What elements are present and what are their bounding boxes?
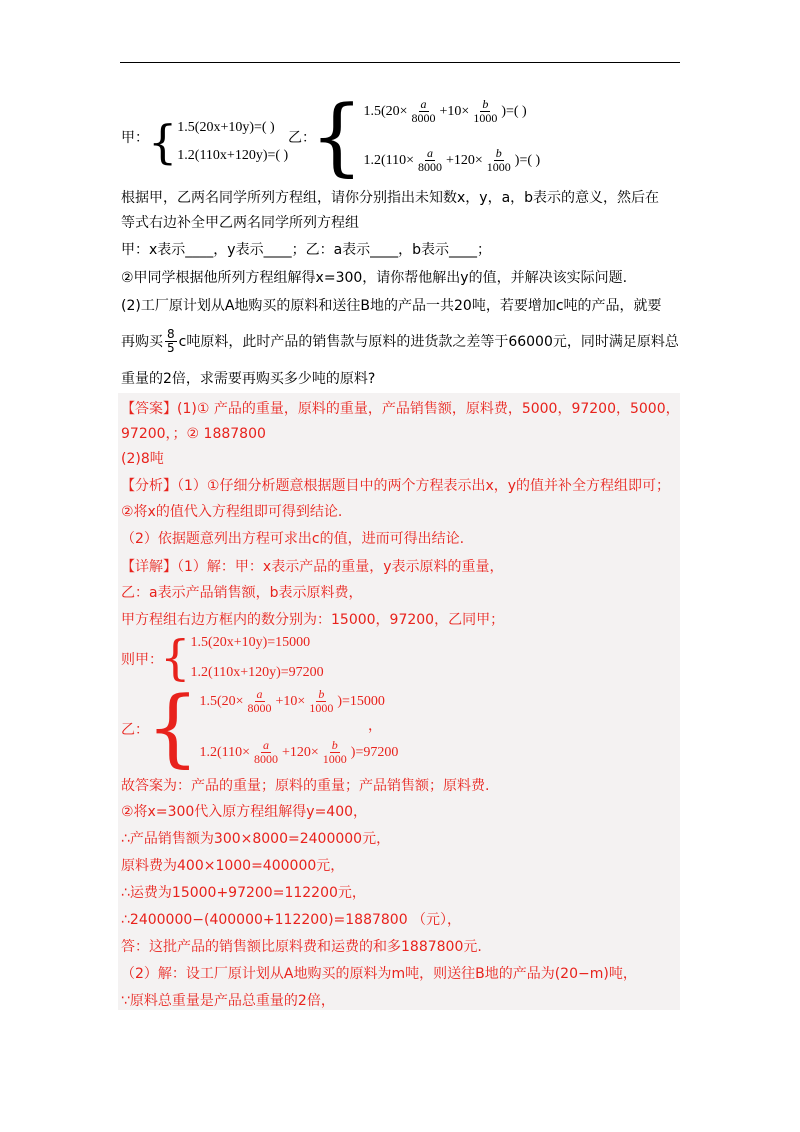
solution-jia-eq-1: 1.5(20x+10y)=15000 bbox=[190, 635, 311, 650]
jia-equation-system: { 1.5(20x+10y)=( ) 1.2(110x+120y)=( ) bbox=[148, 115, 289, 169]
jia-eq-2: 1.2(110x+120y)=( ) bbox=[177, 148, 289, 163]
question-line-5: (2)工厂原计划从A地购买的原料和送往B地的产品一共20吨，若要增加c吨的产品，就要 bbox=[121, 298, 662, 314]
detail-line-7: 原料费为400×1000=400000元， bbox=[121, 858, 345, 874]
jia-eq-1: 1.5(20x+10y)=( ) bbox=[177, 120, 275, 135]
eight-fifths-fraction: $\frac{8}{5}$ bbox=[167, 327, 175, 355]
detail-line-3: 甲方程组右边方框内的数分别为：15000，97200，乙同甲； bbox=[121, 612, 505, 628]
solution-yi-comma: ， bbox=[368, 718, 382, 734]
analysis-line-3: （2）依据题意列出方程可求出c的值，进而可得出结论. bbox=[121, 531, 465, 547]
analysis-line-2: ②将x的值代入方程组即可得到结论. bbox=[121, 504, 343, 520]
yi-eq-1: 1.5(20× $\frac{a}{8000}$ +10× $\frac{b}{1000}$ )=( ) bbox=[363, 97, 527, 125]
question-line-6: 再购买 $\frac{8}{5}$ c吨原料，此时产品的销售款与原料的进货款之差等于66000元，同时满足原料总 bbox=[121, 327, 679, 355]
yi-label: 乙： bbox=[288, 130, 316, 146]
solution-jia-eq-2: 1.2(110x+120y)=97200 bbox=[190, 665, 324, 680]
answer-line-3: (2)8吨 bbox=[121, 451, 164, 467]
solution-yi-label: 乙： bbox=[121, 722, 149, 738]
jia-label: 甲： bbox=[121, 130, 149, 146]
solution-yi-eq-2: 1.2(110× $\frac{a}{8000}$ +120× $\frac{b}{1000}$ )=97200 bbox=[199, 738, 399, 766]
detail-line-6: ∴产品销售额为300×8000=2400000元， bbox=[121, 831, 391, 847]
solution-jia-system: { 1.5(20x+10y)=15000 1.2(110x+120y)=97200 bbox=[160, 630, 324, 686]
question-line-1: 根据甲，乙两名同学所列方程组，请你分别指出未知数x，y，a，b表示的意义，然后在 bbox=[121, 190, 660, 206]
question-line-4: ②甲同学根据他所列方程组解得x=300，请你帮他解出y的值，并解决该实际问题. bbox=[121, 270, 628, 286]
detail-line-2: 乙：a表示产品销售额，b表示原料费， bbox=[121, 585, 363, 601]
question-line-2: 等式右边补全甲乙两名同学所列方程组 bbox=[121, 215, 359, 231]
solution-yi-eq-1: 1.5(20× $\frac{a}{8000}$ +10× $\frac{b}{1000}$ )=15000 bbox=[199, 687, 385, 715]
solution-yi-system: { 1.5(20× $\frac{a}{8000}$ +10× $\frac{b}{1000}$ )=15000 1.2(110× $\frac{a}{8000}$ +120× $\frac{b}{1000}$ )=97200 bbox=[146, 678, 399, 776]
yi-eq-2: 1.2(110× $\frac{a}{8000}$ +120× $\frac{b}{1000}$ )=( ) bbox=[363, 146, 541, 174]
detail-line-5: ②将x=300代入原方程组解得y=400， bbox=[121, 804, 368, 820]
solution-jia-label: 则甲： bbox=[121, 652, 163, 668]
question-line-3: 甲：x表示____，y表示____；乙：a表示____，b表示____； bbox=[121, 242, 492, 258]
answer-line-2: 97200，；② 1887800 bbox=[121, 426, 266, 442]
detail-line-9: ∴2400000−(400000+112200)=1887800 （元）， bbox=[121, 912, 462, 928]
detail-line-1: 【详解】（1）解：甲：x表示产品的重量，y表示原料的重量， bbox=[121, 559, 504, 575]
detail-line-4: 故答案为：产品的重量；原料的重量；产品销售额；原料费. bbox=[121, 778, 490, 794]
answer-line-1: 【答案】(1)① 产品的重量，原料的重量，产品销售额，原料费，5000，97200，5000， bbox=[121, 401, 680, 417]
question-line-7: 重量的2倍，求需要再购买多少吨的原料? bbox=[121, 371, 376, 387]
detail-line-10: 答：这批产品的销售额比原料费和运费的和多1887800元. bbox=[121, 939, 482, 955]
detail-line-11: （2）解：设工厂原计划从A地购买的原料为m吨，则送往B地的产品为(20−m)吨， bbox=[121, 966, 637, 982]
detail-line-12: ∵原料总重量是产品总重量的2倍， bbox=[121, 993, 335, 1009]
analysis-line-1: 【分析】（1）①仔细分析题意根据题目中的两个方程表示出x，y的值并补全方程组即可； bbox=[121, 478, 671, 494]
header-rule bbox=[120, 62, 680, 63]
detail-line-8: ∴运费为15000+97200=112200元， bbox=[121, 885, 366, 901]
yi-equation-system: { 1.5(20× $\frac{a}{8000}$ +10× $\frac{b}{1000}$ )=( ) 1.2(110× $\frac{a}{8000}$ +120× $\frac{b}{1000}$ )=( ) bbox=[310, 87, 541, 185]
